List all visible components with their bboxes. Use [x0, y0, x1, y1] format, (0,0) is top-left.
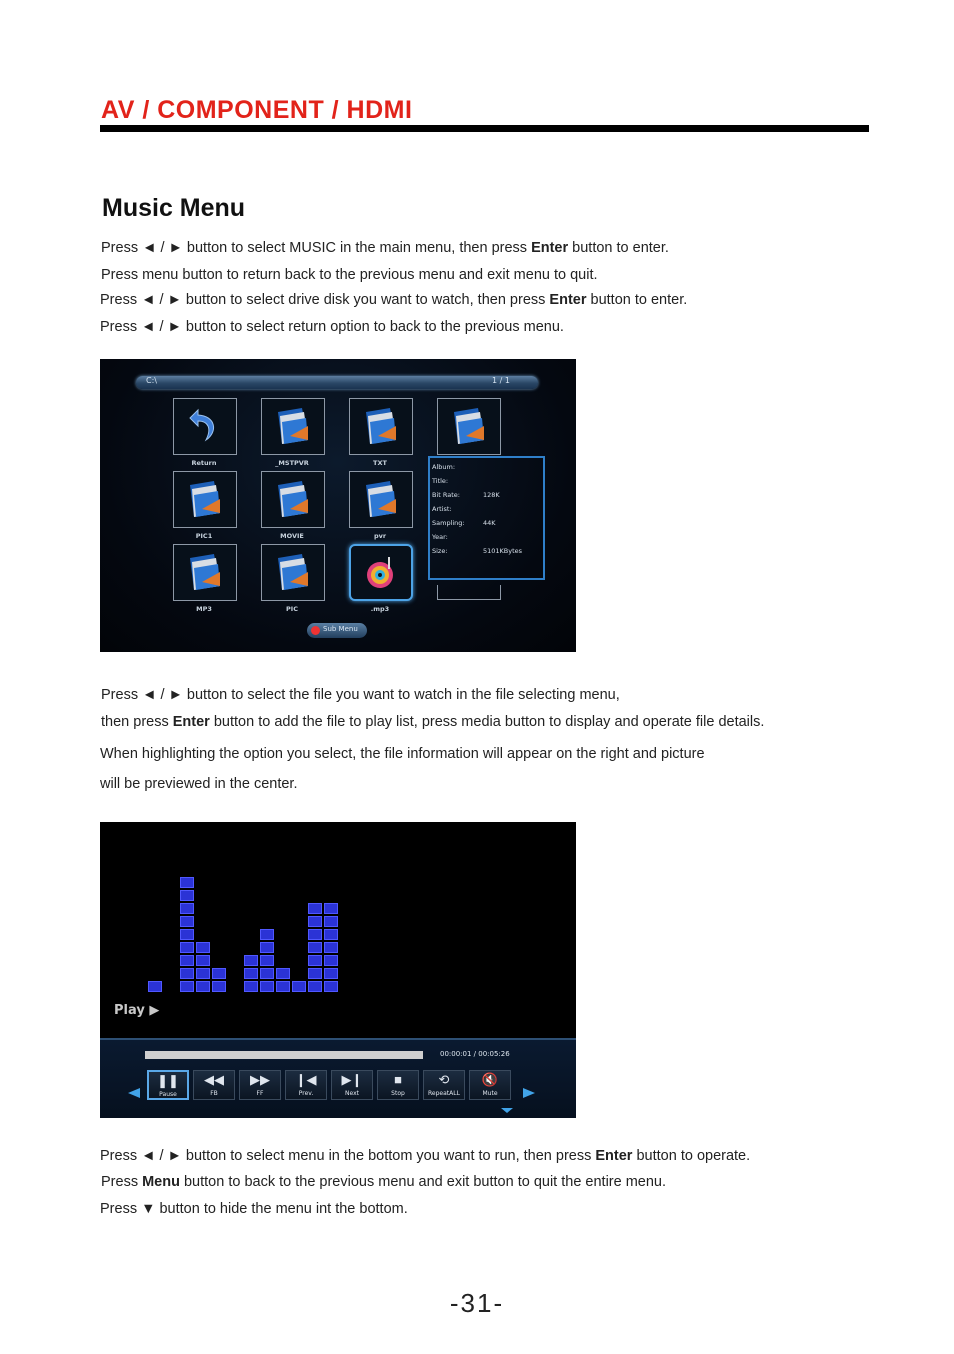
sub-menu-label: Sub Menu	[323, 625, 358, 633]
scroll-right-icon[interactable]	[523, 1088, 535, 1098]
page-indicator: 1 / 1	[492, 376, 510, 385]
spectrum-bar	[196, 955, 210, 966]
page-number: -31-	[449, 1288, 505, 1318]
spectrum-bar	[308, 968, 322, 979]
path-bar	[136, 376, 538, 389]
section-header: AV / COMPONENT / HDMI	[101, 96, 413, 124]
spectrum-bar	[148, 981, 162, 992]
spectrum-bar	[244, 955, 258, 966]
intro-line-1: Press ◄ / ► button to select MUSIC in the main menu, then press Enter button to enter.	[101, 240, 669, 256]
spectrum-bar	[244, 981, 258, 992]
info-key: Album:	[432, 463, 456, 471]
file-tile-label: MOVIE	[280, 532, 304, 540]
middle-line-4: will be previewed in the center.	[100, 776, 298, 792]
spectrum-bar	[324, 942, 338, 953]
spectrum-bar	[308, 916, 322, 927]
info-value: 5101KBytes	[483, 547, 523, 555]
middle-line-1: Press ◄ / ► button to select the file you want to watch in the file selecting menu,	[101, 687, 620, 703]
sub-menu-button[interactable]	[307, 623, 367, 638]
file-tile[interactable]	[349, 471, 413, 528]
repeat-icon: ⟲	[438, 1072, 450, 1087]
button-label: FB	[210, 1090, 218, 1097]
spectrum-bar	[308, 929, 322, 940]
file-tile-label: _MSTPVR	[275, 459, 309, 467]
file-tile-label: .mp3	[370, 605, 390, 613]
spectrum-bar	[196, 968, 210, 979]
spectrum-bar	[180, 955, 194, 966]
spectrum-bar	[180, 942, 194, 953]
folder-icon	[364, 479, 398, 519]
stop-icon: ■	[394, 1072, 402, 1087]
spectrum-bar	[196, 981, 210, 992]
repeatall-button[interactable]	[423, 1070, 465, 1100]
info-value: 44K	[483, 519, 496, 527]
spectrum-bar	[180, 981, 194, 992]
spectrum-bar	[308, 981, 322, 992]
spectrum-bar	[180, 916, 194, 927]
spectrum-bar	[260, 968, 274, 979]
button-label: Prev.	[298, 1090, 314, 1097]
spectrum-bar	[180, 903, 194, 914]
prev-button[interactable]	[285, 1070, 327, 1100]
spectrum-bar	[324, 929, 338, 940]
spectrum-bar	[276, 968, 290, 979]
pause-button[interactable]	[147, 1070, 189, 1100]
spectrum-bar	[180, 890, 194, 901]
file-tile[interactable]	[173, 398, 237, 455]
file-tile-label: TXT	[373, 459, 387, 467]
info-key: Artist:	[432, 505, 452, 513]
button-label: Next	[345, 1090, 359, 1097]
spectrum-bar	[180, 877, 194, 888]
fast-backward-icon: ◀◀	[204, 1072, 224, 1087]
folder-icon	[276, 479, 310, 519]
spectrum-bar	[308, 942, 322, 953]
next-icon: ▶❙	[341, 1072, 363, 1087]
spectrum-bar	[244, 968, 258, 979]
spectrum-bar	[308, 903, 322, 914]
file-tile-label: pvr	[373, 532, 387, 540]
info-key: Sampling:	[432, 519, 465, 527]
folder-icon	[452, 406, 486, 446]
info-key: Title:	[432, 477, 449, 485]
file-tile-label: PIC	[286, 605, 298, 613]
path-label: C:\	[146, 376, 157, 385]
stop-button[interactable]	[377, 1070, 419, 1100]
info-key: Size:	[432, 547, 448, 555]
music-browser-screenshot	[100, 359, 576, 652]
button-label: FF	[256, 1090, 264, 1097]
hide-menu-icon[interactable]	[501, 1108, 513, 1113]
spectrum-bar	[324, 955, 338, 966]
file-tile-label: PIC1	[195, 532, 213, 540]
file-tile[interactable]	[261, 544, 325, 601]
header-rule	[100, 125, 869, 132]
music-player-screenshot	[100, 822, 576, 1118]
file-tile-label: MP3	[196, 605, 212, 613]
folder-icon	[364, 406, 398, 446]
file-tile[interactable]	[261, 398, 325, 455]
intro-line-2: Press menu button to return back to the previous menu and exit menu to quit.	[101, 267, 598, 283]
spectrum-bar	[324, 916, 338, 927]
spectrum-bar	[260, 942, 274, 953]
empty-tile	[437, 585, 501, 600]
file-tile[interactable]	[349, 544, 413, 601]
info-value: 128K	[483, 491, 500, 499]
button-label: Mute	[482, 1090, 498, 1097]
button-label: RepeatALL	[428, 1090, 460, 1097]
middle-line-2: then press Enter button to add the file to play list, press media button to display and operate file details.	[101, 714, 765, 730]
file-info-panel	[428, 456, 545, 580]
page-title: Music Menu	[102, 194, 246, 222]
control-bar	[100, 1038, 576, 1118]
play-status: Play ▶	[114, 1003, 160, 1018]
folder-icon	[188, 479, 222, 519]
file-tile[interactable]	[437, 398, 501, 455]
spectrum-bar	[180, 968, 194, 979]
mute-icon: 🔇	[481, 1072, 499, 1087]
spectrum-bar	[260, 929, 274, 940]
spectrum-bar	[260, 955, 274, 966]
info-key: Year:	[432, 533, 448, 541]
red-dot-icon	[311, 626, 320, 635]
folder-icon	[188, 552, 222, 592]
music-disc-icon	[365, 553, 399, 593]
bottom-line-1: Press ◄ / ► button to select menu in the bottom you want to run, then press Enter button to operate.	[100, 1148, 751, 1164]
info-key: Bit Rate:	[432, 491, 460, 499]
file-tile[interactable]	[173, 544, 237, 601]
spectrum-bar	[212, 981, 226, 992]
previous-icon: ❙◀	[295, 1072, 317, 1087]
button-label: Pause	[159, 1091, 177, 1098]
file-tile[interactable]	[173, 471, 237, 528]
spectrum-bar	[324, 968, 338, 979]
file-tile-label: Return	[191, 459, 217, 467]
spectrum-bar	[276, 981, 290, 992]
time-readout: 00:00:01 / 00:05:26	[440, 1050, 510, 1058]
ff-button[interactable]	[239, 1070, 281, 1100]
spectrum-bar	[324, 903, 338, 914]
fb-button[interactable]	[193, 1070, 235, 1100]
folder-icon	[276, 406, 310, 446]
next-button[interactable]	[331, 1070, 373, 1100]
scroll-left-icon[interactable]	[128, 1088, 140, 1098]
intro-line-4: Press ◄ / ► button to select return option to back to the previous menu.	[100, 319, 564, 335]
spectrum-bar	[180, 929, 194, 940]
file-tile[interactable]	[261, 471, 325, 528]
spectrum-bar	[324, 981, 338, 992]
spectrum-bar	[212, 968, 226, 979]
return-arrow-icon	[188, 406, 222, 446]
file-tile[interactable]	[349, 398, 413, 455]
spectrum-bar	[196, 942, 210, 953]
spectrum-bar	[292, 981, 306, 992]
middle-line-3: When highlighting the option you select, the file information will appear on the right and picture	[100, 746, 705, 762]
button-label: Stop	[391, 1090, 405, 1097]
bottom-line-2: Press Menu button to back to the previous menu and exit button to quit the entire menu.	[101, 1174, 667, 1190]
progress-bar[interactable]	[145, 1051, 423, 1059]
spectrum-bar	[308, 955, 322, 966]
spectrum-bar	[260, 981, 274, 992]
folder-icon	[276, 552, 310, 592]
bottom-line-3: Press ▼ button to hide the menu int the bottom.	[100, 1201, 408, 1217]
mute-button[interactable]	[469, 1070, 511, 1100]
pause-icon: ❚❚	[157, 1073, 179, 1088]
intro-line-3: Press ◄ / ► button to select drive disk you want to watch, then press Enter button to enter.	[100, 292, 688, 308]
fast-forward-icon: ▶▶	[250, 1072, 270, 1087]
